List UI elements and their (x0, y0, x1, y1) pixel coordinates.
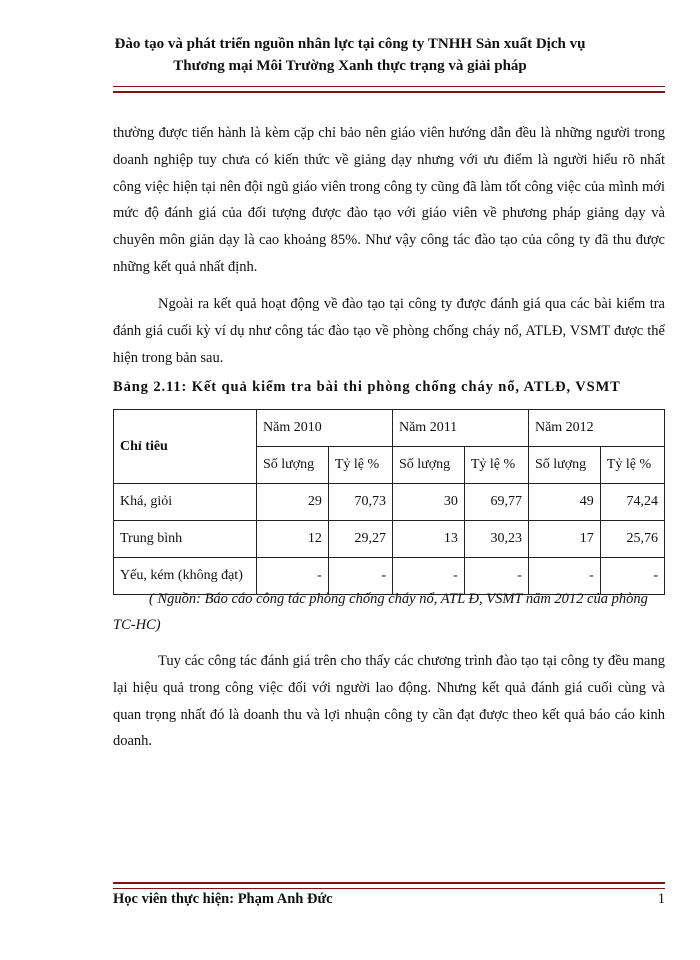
table-cell: 13 (392, 521, 464, 558)
table-cell: 30 (392, 484, 464, 521)
footer-divider (113, 882, 665, 889)
table-cell: - (464, 558, 528, 595)
table-cell: - (600, 558, 664, 595)
table-row (114, 484, 665, 521)
table-caption: Bảng 2.11: Kết quả kiểm tra bài thi phòng chống cháy nổ, ATLĐ, VSMT (113, 379, 621, 395)
page-number: 1 (657, 891, 665, 907)
table-cell: 29,27 (328, 521, 392, 558)
year-header-2012: Năm 2012 (528, 410, 664, 447)
row-label: Yếu, kém (không đạt) (114, 558, 257, 595)
row-label: Trung bình (114, 521, 257, 558)
table-cell: 74,24 (600, 484, 664, 521)
body-paragraph-1 (113, 120, 665, 281)
table-cell: 17 (528, 521, 600, 558)
subheader-count: Số lượng (257, 447, 329, 484)
body-paragraph-2-text: Ngoài ra kết quả hoạt động về đào tạo tại công ty được đánh giá qua các bài kiểm tra đánh giá cuối kỳ ví dụ như công tác đào tạo về phòng chống cháy nổ, ATLĐ, VSMT được thể hiện trong bản sau. (113, 296, 665, 366)
subheader-pct: Tỷ lệ % (328, 447, 392, 484)
subheader-count: Số lượng (528, 447, 600, 484)
subheader-pct: Tỷ lệ % (464, 447, 528, 484)
year-header-2010: Năm 2010 (257, 410, 393, 447)
results-table (113, 409, 665, 595)
table-cell: 25,76 (600, 521, 664, 558)
table-cell: - (528, 558, 600, 595)
body-paragraph-2 (113, 291, 665, 371)
table-source-note (113, 586, 665, 638)
table-cell: - (257, 558, 329, 595)
header-divider (113, 86, 665, 93)
header-title-line-1: Đào tạo và phát triển nguồn nhân lực tại công ty TNHH Sản xuất Dịch vụ (114, 36, 586, 52)
footer-author: Học viên thực hiện: Phạm Anh Đức (113, 891, 333, 907)
body-paragraph-3 (113, 648, 665, 755)
table-cell: 69,77 (464, 484, 528, 521)
table-cell: - (328, 558, 392, 595)
table-cell: 12 (257, 521, 329, 558)
subheader-count: Số lượng (392, 447, 464, 484)
header-title-line-2: Thương mại Môi Trường Xanh thực trạng và giải pháp (173, 58, 527, 74)
table-row (114, 521, 665, 558)
table-cell: 30,23 (464, 521, 528, 558)
table-cell: 70,73 (328, 484, 392, 521)
table-cell: 29 (257, 484, 329, 521)
body-paragraph-1-text: thường được tiến hành là kèm cặp chỉ bảo nên giáo viên hướng dẫn đều là những người trong doanh nghiệp tuy chưa có kiến thức về giảng dạy nhưng với ưu điểm là người hiểu rõ nhất công việc hiện tại nên đội ngũ giáo viên trong công ty cũng đã làm tốt công việc của mình mới mức độ đánh giá của đối tượng được đào tạo với giáo viên về phương pháp giảng dạy và chuyên môn giản dạy là cao khoảng 85%. Như vậy công tác đào tạo của công ty đã thu được những kết quả nhất định. (113, 125, 665, 275)
table-cell: - (392, 558, 464, 595)
subheader-pct: Tỷ lệ % (600, 447, 664, 484)
criteria-header: Chỉ tiêu (114, 410, 257, 484)
row-label: Khá, giỏi (114, 484, 257, 521)
table-cell: 49 (528, 484, 600, 521)
year-header-2011: Năm 2011 (392, 410, 528, 447)
body-paragraph-3-text: Tuy các công tác đánh giá trên cho thấy các chương trình đào tạo tại công ty đều mang lại hiệu quả trong công việc đối với người lao động. Nhưng kết quả đánh giá cuối cùng và quan trọng nhất đó là doanh thu và lợi nhuận công ty cần đạt được theo kết quả báo cáo kinh doanh. (113, 653, 665, 750)
table-header-row (114, 410, 665, 447)
table-source-text: ( Nguồn: Báo cáo công tác phòng chống cháy nổ, ATL Đ, VSMT năm 2012 của phòng TC-HC) (113, 591, 648, 633)
